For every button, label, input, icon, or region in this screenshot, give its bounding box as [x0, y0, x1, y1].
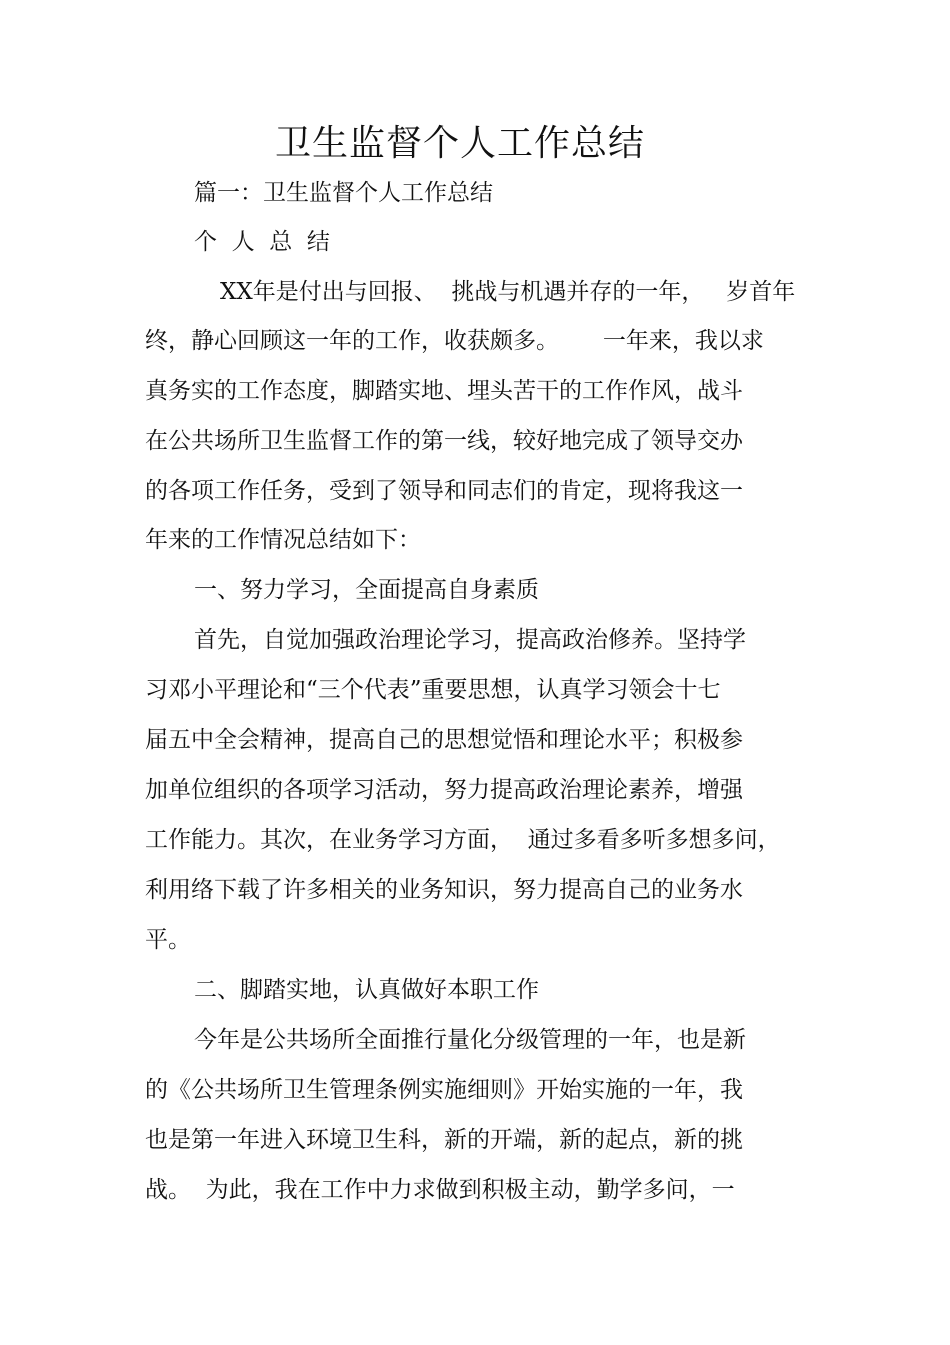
section-heading: 二、脚踏实地，认真做好本职工作	[194, 977, 539, 1003]
paragraph-line: 首先，自觉加强政治理论学习，提高政治修养。坚持学	[194, 627, 746, 653]
paragraph-line: 届五中全会精神，提高自己的思想觉悟和理论水平；积极参	[145, 727, 743, 753]
section-heading: 一、努力学习，全面提高自身素质	[194, 577, 539, 603]
paragraph-line: 在公共场所卫生监督工作的第一线，较好地完成了领导交办	[145, 428, 743, 454]
paragraph-line: 平。	[145, 927, 191, 953]
paragraph-line: 今年是公共场所全面推行量化分级管理的一年，也是新	[194, 1027, 746, 1053]
section-heading-personal-summary: 个 人 总 结	[194, 229, 330, 255]
paragraph-line: 年来的工作情况总结如下：	[145, 527, 421, 553]
paragraph-line: 习邓小平理论和“三个代表”重要思想，认真学习领会十七	[145, 677, 721, 703]
paragraph-line: 的各项工作任务，受到了领导和同志们的肯定，现将我这一	[145, 478, 743, 504]
paragraph-line: 也是第一年进入环境卫生科，新的开端，新的起点，新的挑	[145, 1127, 743, 1153]
paragraph-line: 加单位组织的各项学习活动，努力提高政治理论素养，增强	[145, 777, 743, 803]
subtitle: 篇一：卫生监督个人工作总结	[194, 180, 493, 206]
document-title: 卫生监督个人工作总结	[274, 123, 645, 164]
paragraph-line: 真务实的工作态度，脚踏实地、埋头苦干的工作作风，战斗	[145, 378, 743, 404]
paragraph-line: 战。 为此，我在工作中力求做到积极主动，勤学多问，一	[145, 1177, 735, 1203]
paragraph-line: XX年是付出与回报、 挑战与机遇并存的一年， 岁首年	[220, 279, 796, 305]
paragraph-line: 终，静心回顾这一年的工作，收获颇多。 一年来，我以求	[145, 328, 764, 354]
paragraph-line: 工作能力。其次，在业务学习方面， 通过多看多听多想多问，	[145, 827, 781, 853]
paragraph-line: 利用络下载了许多相关的业务知识，努力提高自己的业务水	[145, 877, 743, 903]
paragraph-line: 的《公共场所卫生管理条例实施细则》开始实施的一年，我	[145, 1077, 743, 1103]
